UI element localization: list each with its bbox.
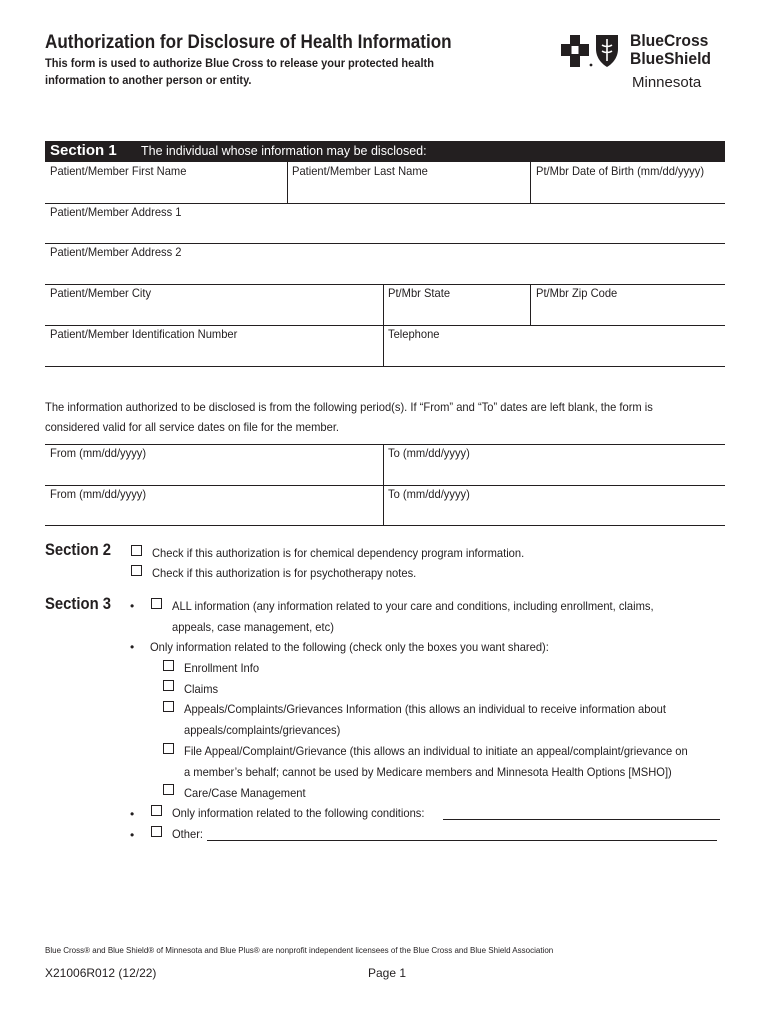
enrollment-label: Enrollment Info xyxy=(184,661,260,675)
logo-text-blueshield: BlueShield xyxy=(630,50,712,68)
section-1-label: Section 1 xyxy=(50,142,117,159)
logo-text-bluecross: BlueCross xyxy=(630,32,709,50)
divider xyxy=(45,325,725,326)
page-number: Page 1 xyxy=(368,966,407,980)
only-related-label: Only information related to the following (check only the boxes you want shared): xyxy=(150,640,549,654)
appeals-info-label: Appeals/Complaints/Grievances Information (this allows an individual to receive information about xyxy=(184,702,666,716)
to-date-2-field[interactable]: To (mm/dd/yyyy) xyxy=(388,487,470,501)
telephone-field[interactable]: Telephone xyxy=(388,327,440,341)
divider xyxy=(45,444,725,445)
last-name-field[interactable]: Patient/Member Last Name xyxy=(292,164,428,178)
zip-field[interactable]: Pt/Mbr Zip Code xyxy=(536,286,618,300)
file-appeal-label: File Appeal/Complaint/Grievance (this allows an individual to initiate an appeal/complaint/grievance on xyxy=(184,744,688,758)
address-1-field[interactable]: Patient/Member Address 1 xyxy=(50,205,182,219)
conditions-label: Only information related to the following conditions: xyxy=(172,806,425,820)
chemical-dependency-checkbox[interactable] xyxy=(131,545,142,556)
dates-paragraph-line-1: The information authorized to be disclosed is from the following period(s). If “From” and “To” dates are left blank, the form is xyxy=(45,400,653,414)
to-date-1-field[interactable]: To (mm/dd/yyyy) xyxy=(388,446,470,460)
other-input[interactable] xyxy=(207,840,717,841)
chemical-dependency-label: Check if this authorization is for chemical dependency program information. xyxy=(152,546,525,560)
id-number-field[interactable]: Patient/Member Identification Number xyxy=(50,327,238,341)
bullet: • xyxy=(130,828,135,842)
claims-checkbox[interactable] xyxy=(163,680,174,691)
all-information-checkbox[interactable] xyxy=(151,598,162,609)
divider xyxy=(45,366,725,367)
section-3-label: Section 3 xyxy=(45,595,112,613)
page-subtitle xyxy=(45,55,434,89)
cross-shield-icon xyxy=(560,33,622,69)
care-management-label: Care/Case Management xyxy=(184,786,306,800)
all-information-label: ALL information (any information related to your care and conditions, including enrollment, claims, xyxy=(172,599,654,613)
section-2-label: Section 2 xyxy=(45,541,112,559)
file-appeal-label-cont: a member’s behalf; cannot be used by Medicare members and Minnesota Health Options [MSHO]) xyxy=(184,765,672,779)
bullet: • xyxy=(130,807,135,821)
divider xyxy=(530,162,531,204)
divider xyxy=(45,243,725,244)
bullet: • xyxy=(130,599,135,613)
first-name-field[interactable]: Patient/Member First Name xyxy=(50,164,187,178)
divider xyxy=(530,284,531,326)
bullet: • xyxy=(130,640,135,654)
from-date-1-field[interactable]: From (mm/dd/yyyy) xyxy=(50,446,147,460)
psychotherapy-label: Check if this authorization is for psychotherapy notes. xyxy=(152,566,417,580)
state-field[interactable]: Pt/Mbr State xyxy=(388,286,451,300)
subtitle-line-2: information to another person or entity. xyxy=(45,73,252,87)
bcbs-logo xyxy=(560,30,730,96)
all-information-label-cont: appeals, case management, etc) xyxy=(172,620,334,634)
divider xyxy=(45,284,725,285)
divider xyxy=(45,203,725,204)
divider xyxy=(287,162,288,204)
appeals-info-label-cont: appeals/complaints/grievances) xyxy=(184,723,341,737)
city-field[interactable]: Patient/Member City xyxy=(50,286,152,300)
from-date-2-field[interactable]: From (mm/dd/yyyy) xyxy=(50,487,147,501)
psychotherapy-checkbox[interactable] xyxy=(131,565,142,576)
logo-text-minnesota: Minnesota xyxy=(632,74,702,91)
file-appeal-checkbox[interactable] xyxy=(163,743,174,754)
enrollment-checkbox[interactable] xyxy=(163,660,174,671)
conditions-input[interactable] xyxy=(443,819,720,820)
dob-field[interactable]: Pt/Mbr Date of Birth (mm/dd/yyyy) xyxy=(536,164,705,178)
dates-paragraph xyxy=(45,397,687,437)
dates-paragraph-line-2: considered valid for all service dates on file for the member. xyxy=(45,420,340,434)
care-management-checkbox[interactable] xyxy=(163,784,174,795)
divider xyxy=(45,485,725,486)
section-1-header xyxy=(45,141,725,162)
subtitle-line-1: This form is used to authorize Blue Cross to release your protected health xyxy=(45,56,434,70)
form-id: X21006R012 (12/22) xyxy=(45,966,157,980)
page-title: Authorization for Disclosure of Health Information xyxy=(45,32,452,53)
claims-label: Claims xyxy=(184,682,219,696)
other-label: Other: xyxy=(172,827,204,841)
section-1-description: The individual whose information may be disclosed: xyxy=(141,144,427,158)
conditions-checkbox[interactable] xyxy=(151,805,162,816)
address-2-field[interactable]: Patient/Member Address 2 xyxy=(50,245,182,259)
appeals-info-checkbox[interactable] xyxy=(163,701,174,712)
licensee-notice: Blue Cross® and Blue Shield® of Minnesota and Blue Plus® are nonprofit independent licensees of the Blue Cross and Blue Shield Association xyxy=(45,946,554,955)
divider xyxy=(45,525,725,526)
other-checkbox[interactable] xyxy=(151,826,162,837)
